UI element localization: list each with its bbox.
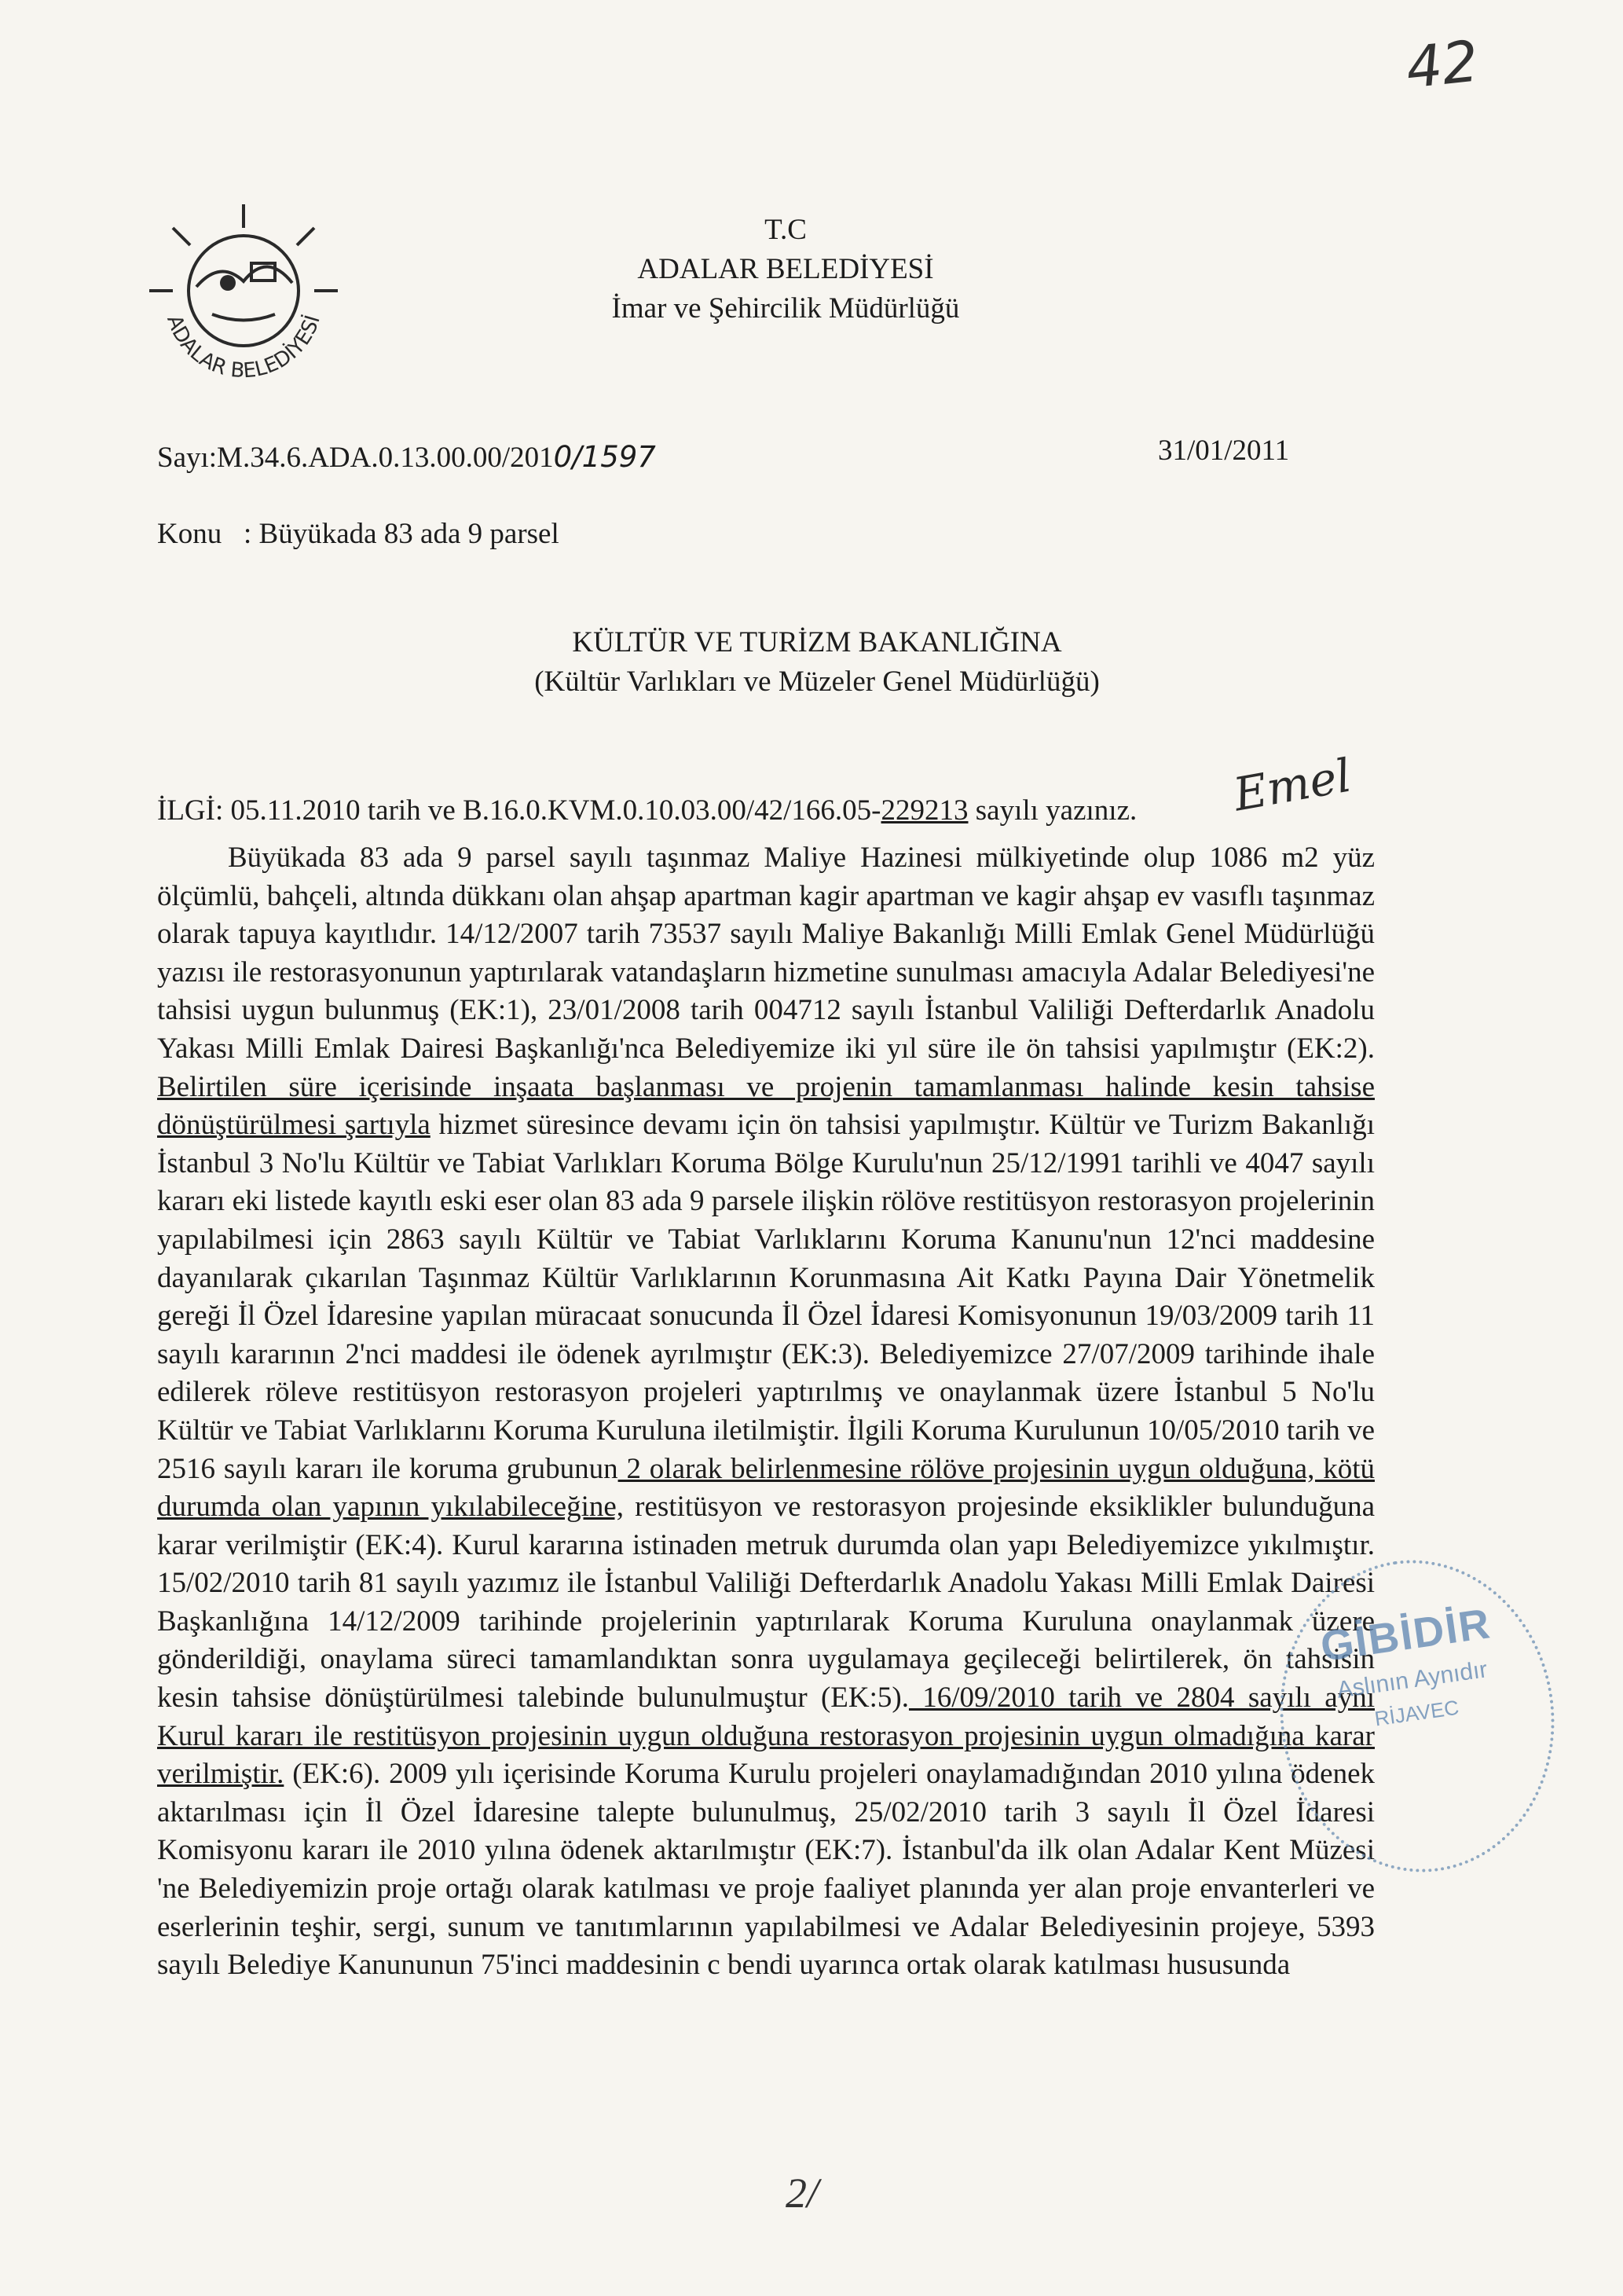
stamp-line-2: Aslının Aynıdır xyxy=(1335,1656,1489,1704)
stamp-line-1: GİBİDİR xyxy=(1317,1600,1494,1671)
addressee xyxy=(424,623,1210,702)
subject-value: : Büyükada 83 ada 9 parsel xyxy=(244,518,559,550)
body-part-4: (EK:6). 2009 yılı içerisinde Koruma Kurulu projeleri onaylamadığından 2010 yılına ödenek aktarılması için İl Özel İdaresine talepte bulunulmuş, 25/02/2010 tarih 3 sayılı İl Özel İdaresi Komisyonu kararı ile 2010 yılına ödenek aktarılmıştır (EK:7). İstanbul'da ilk olan Adalar Kent Müzesi 'ne Belediyemizin proje ortağı olarak katılması ve proje faaliyet planında yer alan proje envanterleri ve eserlerinin teşhir, sergi, sunum ve tanıtımlarının yapılabilmesi ve Adalar Belediyesinin projeye, 5393 sayılı Belediye Kanununun 75'inci maddesinin c bendi uyarınca ortak olarak katılması hususunda xyxy=(157,1758,1375,1982)
letterhead-institution: ADALAR BELEDİYESİ xyxy=(637,253,934,285)
footer-initials: 2/ xyxy=(786,2169,819,2217)
letterhead xyxy=(550,211,1021,328)
handwritten-initials: Emel xyxy=(1229,748,1355,822)
body-underlined-2: 2 olarak belirlenmesine rölöve projesinin uygun olduğuna, kötü durumda olan yapının yıkılabileceğine, xyxy=(157,1452,1375,1524)
municipality-logo xyxy=(141,196,346,409)
document-date: 31/01/2011 xyxy=(1158,435,1290,467)
letter-body xyxy=(157,839,1375,1985)
body-part-1: Büyükada 83 ada 9 parsel sayılı taşınmaz Maliye Hazinesi mülkiyetinde olup 1086 m2 yüz ölçümlü, bahçeli, altında dükkanı olan ahşap apartman kagir apartman ve kagir ahşap ev vasıflı taşınmaz olarak tapuya kayıtlıdır. 14/12/2007 tarih 73537 sayılı Maliye Bakanlığı Milli Emlak Genel Müdürlüğü yazısı ile restorasyonunun yaptırılarak vatandaşların hizmetine sunulması amacıyla Adalar Belediyesi'ne tahsisi uygun bulunmuş (EK:1), 23/01/2008 tarih 004712 sayılı İstanbul Valiliği Defterdarlık Anadolu Yakası Milli Emlak Dairesi Başkanlığı'nca Belediyemize iki yıl süre ile ön tahsisi yapılmıştır (EK:2). xyxy=(157,842,1375,1065)
body-part-3: restitüsyon ve restorasyon projesinde eksiklikler bulunduğuna karar verilmiştir (EK:4). Kurul kararına istinaden metruk durumda olan yapı Belediyemizce yıkılmıştır. 15/02/2010 tarih 81 sayılı yazımız ile İstanbul Valiliği Defterdarlık Anadolu Yakası Milli Emlak Dairesi Başkanlığına 14/12/2009 tarihinde projelerinin yaptırılarak Koruma Kuruluna onaylanmak üzere gönderildiği, onaylama süreci tamamlandıktan sonra uygulamaya geçileceği belirtilerek, ön tahsisin kesin tahsise dönüştürülmesi talebinde bulunulmuştur (EK:5). xyxy=(157,1491,1375,1715)
addressee-directorate: (Kültür Varlıkları ve Müzeler Genel Müdürlüğü) xyxy=(534,666,1100,698)
body-underlined-3: 16/09/2010 tarih ve 2804 sayılı aynı Kurul kararı ile restitüsyon projesinin uygun olduğuna restorasyon projesinin uygun olmadığına karar verilmiştir. xyxy=(157,1682,1375,1791)
ilgi-number: 229213 xyxy=(881,794,969,827)
letterhead-department: İmar ve Şehircilik Müdürlüğü xyxy=(611,292,960,325)
addressee-ministry: KÜLTÜR VE TURİZM BAKANLIĞINA xyxy=(572,626,1062,658)
reference-handwritten: 0/1597 xyxy=(553,440,656,474)
handwritten-page-number: 42 xyxy=(1402,28,1482,101)
body-underlined-1: Belirtilen süre içerisinde inşaata başlanması ve projenin tamamlanması halinde kesin tahsise dönüştürülmesi şartıyla xyxy=(157,1070,1375,1142)
reference-prefix: Sayı:M.34.6.ADA.0.13.00.00/201 xyxy=(157,442,554,474)
ilgi-suffix: sayılı yazınız. xyxy=(968,794,1138,827)
svg-text:ADALAR BELEDİYESİ xyxy=(162,312,325,383)
stamp-line-3: RİJAVEC xyxy=(1372,1695,1460,1731)
ilgi-prefix: İLGİ: 05.11.2010 tarih ve B.16.0.KVM.0.10.03.00/42/166.05- xyxy=(157,794,881,827)
letterhead-country: T.C xyxy=(764,214,807,246)
reference-ilgi xyxy=(157,794,1137,827)
subject-label: Konu xyxy=(157,518,222,550)
reference-number xyxy=(157,440,656,475)
subject-line xyxy=(157,517,559,551)
logo-emblem-icon xyxy=(220,275,236,291)
logo-text: ADALAR BELEDİYESİ xyxy=(162,312,325,383)
body-part-2: hizmet süresince devamı için ön tahsisi yapılmıştır. Kültür ve Turizm Bakanlığı İstanbul 3 No'lu Kültür ve Tabiat Varlıkları Koruma Bölge Kurulu'nun 25/12/1991 tarihli ve 4047 sayılı kararı eki listede kayıtlı eski eser olan 83 ada 9 parsele ilişkin rölöve restitüsyon restorasyon projelerinin yapılabilmesi için 2863 sayılı Kültür ve Tabiat Varlıklarını Koruma Kanunu'nun 12'nci maddesine dayanılarak çıkarılan Taşınmaz Kültür Varlıklarının Korunmasına Ait Katkı Payına Dair Yönetmelik gereği İl Özel İdaresine yapılan müracaat sonucunda İl Özel İdaresi Komisyonunun 19/03/2009 tarih 11 sayılı kararının 2'nci maddesi ile ödenek ayrılmıştır (EK:3). Belediyemizce 27/07/2009 tarihinde ihale edilerek röleve restitüsyon restorasyon projeleri yaptırılmış ve onaylanmak üzere İstanbul 5 No'lu Kültür ve Tabiat Varlıklarını Koruma Kuruluna iletilmiştir. İlgili Koruma Kurulunun 10/05/2010 tarih ve 2516 sayılı kararı ile koruma grubunun xyxy=(157,1109,1375,1485)
